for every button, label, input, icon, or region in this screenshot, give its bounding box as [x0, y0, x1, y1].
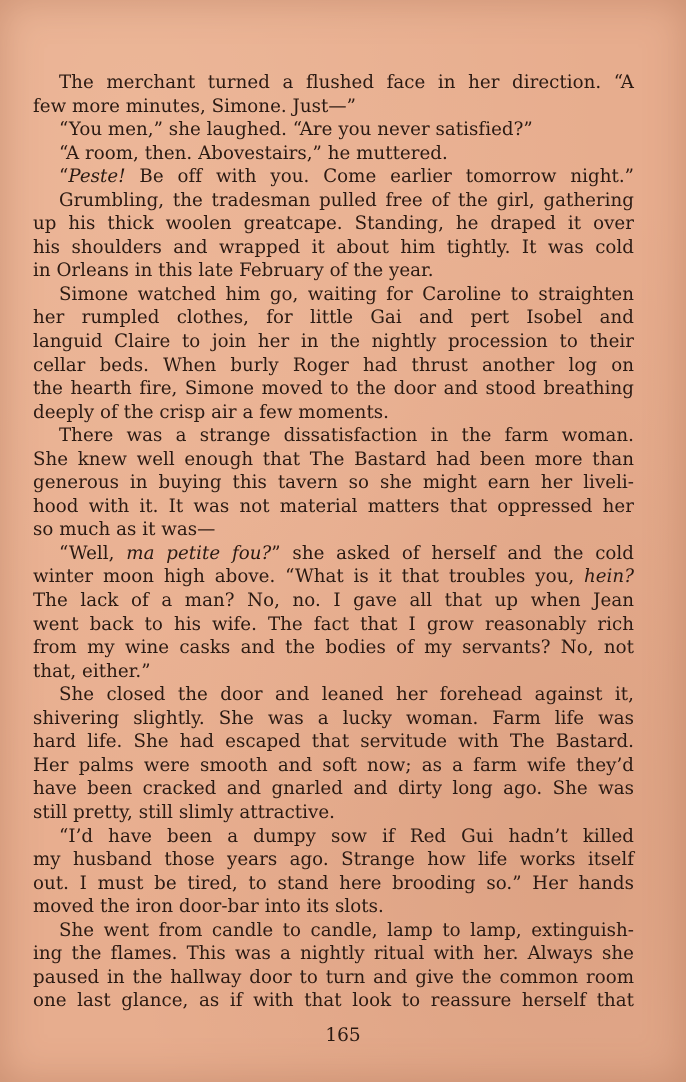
text-line: She knew well enough that The Bastard had been more than: [33, 448, 634, 470]
text-line: deeply of the crisp air a few moments.: [33, 401, 390, 423]
page-number: 165: [325, 1025, 361, 1046]
text-line: “Well, ma petite fou?” she asked of herself and the cold: [59, 542, 634, 564]
text-line: Her palms were smooth and soft now; as a farm wife they’d: [33, 754, 634, 776]
text-line: Simone watched him go, waiting for Caroline to straighten: [59, 283, 634, 305]
text-line: in Orleans in this late February of the year.: [33, 260, 434, 282]
text-line: so much as it was—: [33, 519, 216, 541]
text-line: that, either.”: [33, 660, 151, 682]
text-line: hood with it. It was not material matters that oppressed her: [33, 495, 634, 517]
text-line: up his thick woolen greatcape. Standing, he draped it over: [33, 213, 634, 235]
text-line: She closed the door and leaned her forehead against it,: [59, 684, 634, 706]
text-line: out. I must be tired, to stand here brooding so.” Her hands: [33, 872, 634, 894]
text-line: one last glance, as if with that look to reassure herself that: [33, 990, 634, 1012]
text-line: moved the iron door-bar into its slots.: [33, 896, 384, 918]
text-line: shivering slightly. She was a lucky woman. Farm life was: [33, 707, 634, 729]
text-line: still pretty, still slimly attractive.: [33, 801, 336, 823]
text-line: The lack of a man? No, no. I gave all that up when Jean: [33, 590, 634, 612]
text-line: paused in the hallway door to turn and give the common room: [33, 966, 634, 988]
body-text: [33, 71, 634, 1013]
text-line: “You men,” she laughed. “Are you never satisfied?”: [59, 119, 533, 141]
text-line: cellar beds. When burly Roger had thrust another log on: [33, 354, 634, 376]
text-line: hard life. She had escaped that servitude with The Bastard.: [33, 731, 634, 753]
text-line: winter moon high above. “What is it that troubles you, hein?: [33, 566, 634, 588]
text-line: languid Claire to join her in the nightly procession to their: [33, 331, 634, 353]
text-line: few more minutes, Simone. Just—”: [33, 95, 356, 117]
text-line: went back to his wife. The fact that I grow reasonably rich: [33, 613, 634, 635]
text-line: his shoulders and wrapped it about him tightly. It was cold: [33, 236, 634, 258]
text-line: “I’d have been a dumpy sow if Red Gui hadn’t killed: [59, 825, 634, 847]
text-line: from my wine casks and the bodies of my servants? No, not: [33, 637, 634, 659]
text-line: “A room, then. Abovestairs,” he muttered.: [59, 142, 448, 164]
text-line: my husband those years ago. Strange how life works itself: [33, 849, 634, 871]
text-line: There was a strange dissatisfaction in the farm woman.: [59, 425, 634, 447]
text-line: Grumbling, the tradesman pulled free of the girl, gathering: [59, 189, 634, 211]
text-line: ing the flames. This was a nightly ritual with her. Always she: [33, 943, 634, 965]
text-line: She went from candle to candle, lamp to lamp, extinguish-: [59, 919, 634, 941]
text-line: have been cracked and gnarled and dirty long ago. She was: [33, 778, 634, 800]
text-line: The merchant turned a flushed face in her direction. “A: [59, 72, 634, 93]
text-line: generous in buying this tavern so she might earn her liveli-: [33, 472, 634, 494]
text-line: “Peste! Be off with you. Come earlier tomorrow night.”: [59, 166, 634, 188]
text-line: the hearth fire, Simone moved to the door and stood breathing: [33, 378, 634, 400]
text-line: her rumpled clothes, for little Gai and pert Isobel and: [33, 307, 634, 329]
